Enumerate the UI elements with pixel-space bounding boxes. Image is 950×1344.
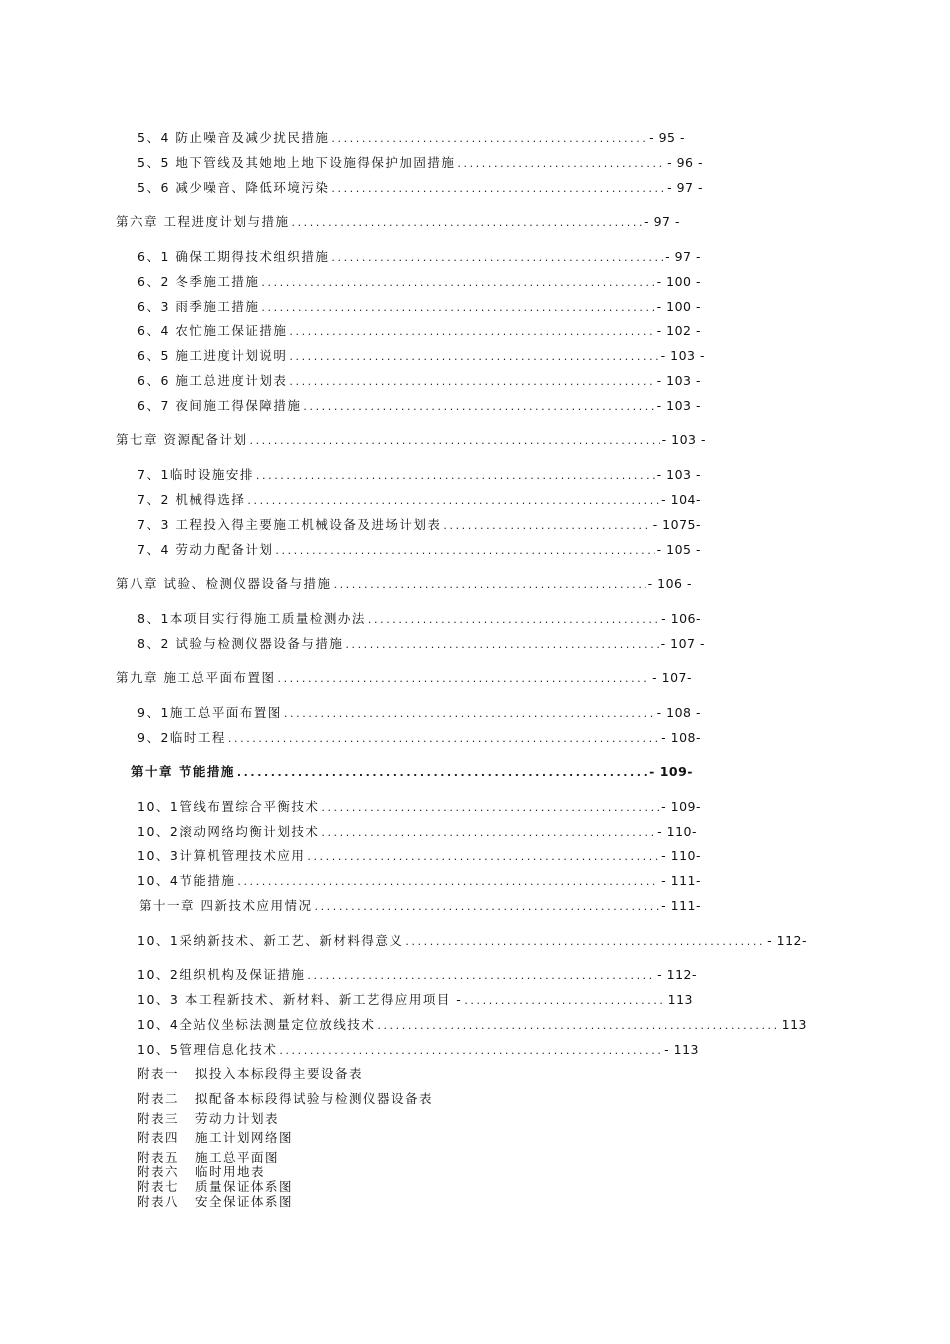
toc-entry-title: 5、6 减少噪音、降低环境污染	[137, 180, 330, 195]
toc-entry-page: - 103 -	[661, 432, 706, 447]
toc-entry-page: - 103 -	[660, 348, 705, 363]
toc-entry-page: 113	[667, 992, 693, 1007]
toc-entry-title: 6、6 施工总进度计划表	[137, 373, 288, 388]
appendix-item-4[interactable]	[137, 1128, 293, 1146]
toc-leader	[464, 994, 665, 1007]
toc-leader	[321, 801, 659, 814]
toc-leader	[377, 1019, 779, 1032]
toc-leader	[228, 732, 659, 745]
toc-entry-title: 5、4 防止噪音及减少扰民措施	[137, 130, 330, 145]
toc-entry-title: 7、1临时设施安排	[137, 467, 254, 482]
toc-entry-title: 6、2 冬季施工措施	[137, 274, 260, 289]
toc-entry-7-2[interactable]	[137, 490, 701, 508]
toc-entry-title: 10、5管理信息化技术	[137, 1042, 278, 1057]
toc-entry-6-3[interactable]	[137, 297, 701, 315]
toc-entry-title: 第六章 工程进度计划与措施	[116, 214, 290, 229]
toc-leader	[307, 850, 659, 863]
toc-entry-11-3[interactable]	[137, 990, 693, 1008]
toc-entry-title: 6、1 确保工期得技术组织措施	[137, 249, 330, 264]
toc-entry-10-3[interactable]	[137, 846, 701, 864]
toc-entry-title: 5、5 地下管线及其她地上地下设施得保护加固措施	[137, 155, 456, 170]
toc-entry-5-5[interactable]	[137, 153, 703, 171]
appendix-label: 附表四	[137, 1130, 180, 1145]
appendix-title: 拟配备本标段得试验与检测仪器设备表	[195, 1091, 434, 1106]
toc-entry-9-2[interactable]	[137, 728, 701, 746]
toc-leader	[321, 826, 655, 839]
appendix-label: 附表六	[137, 1164, 180, 1179]
appendix-title: 施工计划网络图	[195, 1130, 294, 1145]
appendix-title: 质量保证体系图	[195, 1179, 294, 1194]
toc-entry-page: - 110-	[657, 824, 697, 839]
toc-leader	[405, 935, 765, 948]
toc-entry-page: - 97 -	[665, 249, 701, 264]
toc-entry-page: - 1075-	[652, 517, 701, 532]
toc-entry-11-1[interactable]	[137, 931, 807, 949]
toc-leader	[291, 216, 642, 229]
toc-entry-title: 第七章 资源配备计划	[116, 432, 248, 447]
appendix-label: 附表五	[137, 1150, 180, 1165]
toc-entry-page: - 109-	[661, 799, 701, 814]
toc-entry-7-3[interactable]	[137, 515, 701, 533]
toc-entry-page: - 105 -	[656, 542, 701, 557]
toc-entry-title: 6、5 施工进度计划说明	[137, 348, 288, 363]
toc-entry-title: 9、1施工总平面布置图	[137, 705, 282, 720]
toc-leader	[331, 182, 665, 195]
toc-chapter-6[interactable]	[116, 212, 680, 230]
toc-chapter-7[interactable]	[116, 430, 706, 448]
toc-leader	[256, 469, 655, 482]
toc-entry-9-1[interactable]	[137, 703, 701, 721]
toc-entry-page: - 103 -	[656, 398, 701, 413]
toc-leader	[261, 276, 654, 289]
toc-leader	[307, 969, 655, 982]
toc-chapter-8[interactable]	[116, 574, 692, 592]
toc-entry-title: 第八章 试验、检测仪器设备与措施	[116, 576, 332, 591]
appendix-title: 拟投入本标段得主要设备表	[195, 1066, 364, 1081]
toc-entry-page: - 112-	[657, 967, 697, 982]
toc-entry-page: - 113	[664, 1042, 699, 1057]
toc-entry-10-2[interactable]	[137, 822, 697, 840]
toc-entry-page: - 102 -	[656, 323, 701, 338]
toc-entry-6-1[interactable]	[137, 247, 701, 265]
toc-entry-page: 113	[781, 1017, 807, 1032]
toc-entry-page: - 106-	[661, 611, 701, 626]
toc-entry-11-5[interactable]	[137, 1040, 699, 1058]
toc-entry-page: - 106 -	[647, 576, 692, 591]
toc-entry-10-4[interactable]	[137, 871, 701, 889]
toc-entry-page: - 112-	[767, 933, 807, 948]
toc-entry-page: - 100 -	[656, 299, 701, 314]
toc-entry-title: 10、4全站仪坐标法测量定位放线技术	[137, 1017, 376, 1032]
toc-entry-title: 10、4节能措施	[137, 873, 236, 888]
toc-entry-11-4[interactable]	[137, 1015, 807, 1033]
toc-entry-title: 10、2组织机构及保证措施	[137, 967, 306, 982]
toc-entry-6-6[interactable]	[137, 371, 701, 389]
toc-leader	[277, 672, 650, 685]
toc-entry-8-1[interactable]	[137, 609, 701, 627]
toc-leader	[261, 301, 654, 314]
toc-entry-page: - 103 -	[656, 373, 701, 388]
toc-entry-page: - 107-	[652, 670, 692, 685]
toc-entry-title: 10、2滚动网络均衡计划技术	[137, 824, 320, 839]
toc-entry-page: - 111-	[661, 873, 701, 888]
toc-entry-page: - 95 -	[649, 130, 685, 145]
toc-entry-page: - 97 -	[644, 214, 680, 229]
toc-leader	[333, 578, 645, 591]
toc-entry-6-2[interactable]	[137, 272, 701, 290]
toc-leader	[457, 157, 665, 170]
toc-leader	[249, 434, 659, 447]
toc-entry-6-5[interactable]	[137, 346, 705, 364]
appendix-label: 附表三	[137, 1111, 180, 1126]
toc-leader	[303, 400, 654, 413]
toc-leader	[314, 900, 659, 913]
toc-entry-title: 8、2 试验与检测仪器设备与措施	[137, 636, 344, 651]
toc-chapter-9[interactable]	[116, 668, 692, 686]
appendix-label: 附表八	[137, 1194, 180, 1209]
toc-entry-page: - 110-	[661, 848, 701, 863]
toc-leader	[237, 875, 659, 888]
appendix-item-2[interactable]	[137, 1089, 433, 1107]
toc-leader	[443, 519, 650, 532]
toc-entry-page: - 100 -	[656, 274, 701, 289]
toc-entry-page: - 108 -	[656, 705, 701, 720]
toc-leader	[331, 132, 647, 145]
toc-entry-title: 第九章 施工总平面布置图	[116, 670, 276, 685]
toc-leader	[289, 375, 654, 388]
toc-leader	[331, 251, 663, 264]
toc-entry-page: - 104-	[661, 492, 701, 507]
toc-entry-title: 7、4 劳动力配备计划	[137, 542, 274, 557]
toc-chapter-11[interactable]	[139, 896, 701, 914]
appendix-label: 附表七	[137, 1179, 180, 1194]
toc-entry-page: - 111-	[661, 898, 701, 913]
toc-entry-title: 第十章 节能措施	[131, 764, 235, 779]
toc-entry-11-2[interactable]	[137, 965, 697, 983]
toc-entry-6-7[interactable]	[137, 396, 701, 414]
toc-entry-page: - 108-	[661, 730, 701, 745]
toc-entry-page: - 107 -	[660, 636, 705, 651]
toc-leader	[345, 638, 658, 651]
appendix-item-1[interactable]	[137, 1064, 363, 1082]
toc-leader	[275, 544, 654, 557]
appendix-item-8[interactable]	[137, 1192, 293, 1210]
appendix-label: 附表一	[137, 1066, 180, 1081]
toc-entry-page: - 97 -	[667, 180, 703, 195]
toc-leader	[237, 766, 647, 779]
toc-entry-title: 8、1本项目实行得施工质量检测办法	[137, 611, 366, 626]
toc-chapter-10[interactable]	[131, 762, 693, 780]
toc-entry-7-1[interactable]	[137, 465, 701, 483]
toc-leader	[289, 350, 658, 363]
toc-entry-5-4[interactable]	[137, 128, 685, 146]
toc-entry-6-4[interactable]	[137, 321, 701, 339]
toc-leader	[284, 707, 655, 720]
toc-entry-title: 第十一章 四新技术应用情况	[139, 898, 313, 913]
toc-leader	[247, 494, 659, 507]
toc-leader	[368, 613, 659, 626]
toc-entry-title: 6、3 雨季施工措施	[137, 299, 260, 314]
toc-entry-title: 9、2临时工程	[137, 730, 226, 745]
appendix-title: 临时用地表	[195, 1164, 266, 1179]
toc-entry-title: 10、1管线布置综合平衡技术	[137, 799, 320, 814]
toc-entry-title: 7、2 机械得选择	[137, 492, 246, 507]
appendix-title: 施工总平面图	[195, 1150, 280, 1165]
toc-entry-page: - 109-	[649, 764, 693, 779]
appendix-item-3[interactable]	[137, 1109, 279, 1127]
toc-entry-10-1[interactable]	[137, 797, 701, 815]
toc-entry-title: 10、3计算机管理技术应用	[137, 848, 306, 863]
appendix-title: 劳动力计划表	[195, 1111, 280, 1126]
toc-leader	[289, 325, 654, 338]
toc-entry-title: 10、3 本工程新技术、新材料、新工艺得应用项目 -	[137, 992, 463, 1007]
toc-entry-page: - 96 -	[667, 155, 703, 170]
toc-leader	[279, 1044, 662, 1057]
toc-entry-7-4[interactable]	[137, 540, 701, 558]
toc-entry-5-6[interactable]	[137, 178, 703, 196]
toc-entry-title: 7、3 工程投入得主要施工机械设备及进场计划表	[137, 517, 442, 532]
appendix-title: 安全保证体系图	[195, 1194, 294, 1209]
toc-entry-page: - 103 -	[656, 467, 701, 482]
toc-entry-title: 6、4 农忙施工保证措施	[137, 323, 288, 338]
toc-entry-title: 6、7 夜间施工得保障措施	[137, 398, 302, 413]
toc-entry-title: 10、1采纳新技术、新工艺、新材料得意义	[137, 933, 404, 948]
appendix-label: 附表二	[137, 1091, 180, 1106]
toc-entry-8-2[interactable]	[137, 634, 705, 652]
